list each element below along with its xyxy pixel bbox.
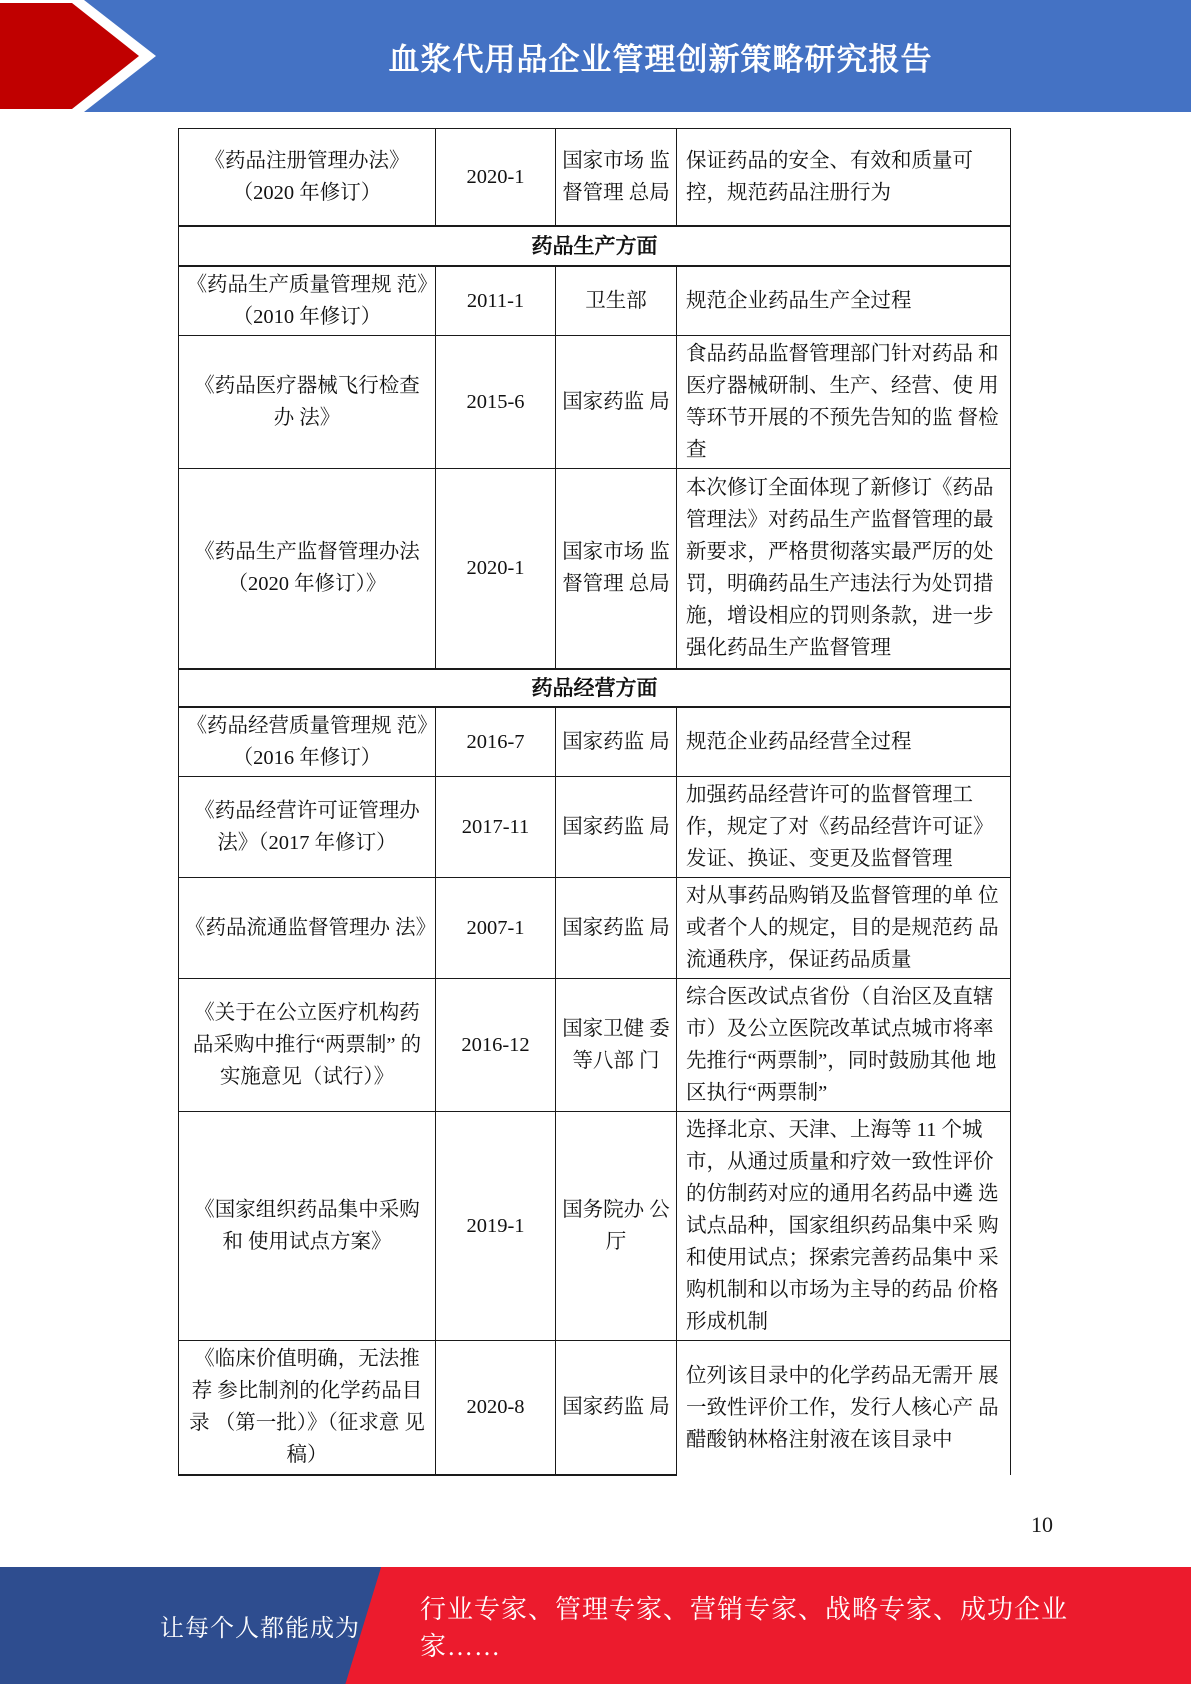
regulation-name-cell: 《药品生产质量管理规 范》（2010 年修订） [179,266,436,336]
table-row [179,129,1011,226]
issuing-agency-cell: 国家药监 局 [556,707,677,777]
description-cell: 综合医改试点省份（自治区及直辖 市）及公立医院改革试点城市将率 先推行“两票制”，同时鼓励其他 地区执行“两票制” [677,979,1011,1112]
issuing-agency-cell: 国家药监 局 [556,777,677,878]
issuing-agency-cell: 国务院办 公厅 [556,1112,677,1341]
issuing-agency-cell: 卫生部 [556,266,677,336]
regulation-name-cell: 《药品流通监督管理办 法》 [179,878,436,979]
issue-date-cell: 2017-11 [436,777,556,878]
issue-date-cell: 2020-1 [436,468,556,669]
regulation-table-body [179,129,1011,1475]
table-row [179,1341,1011,1475]
section-row [179,669,1011,707]
issue-date-cell: 2020-1 [436,129,556,226]
regulation-name-cell: 《关于在公立医疗机构药 品采购中推行“两票制” 的实施意见（试行）》 [179,979,436,1112]
section-row [179,226,1011,266]
footer-slogan-right: 行业专家、管理专家、营销专家、战略专家、成功企业家…… [420,1594,1069,1661]
table-row [179,335,1011,468]
description-cell: 食品药品监督管理部门针对药品 和医疗器械研制、生产、经营、使 用等环节开展的不预先告知的监 督检查 [677,335,1011,468]
section-label: 药品经营方面 [179,669,1011,707]
issuing-agency-cell: 国家药监 局 [556,335,677,468]
page-title: 血浆代用品企业管理创新策略研究报告 [388,41,933,77]
description-cell: 选择北京、天津、上海等 11 个城 市，从通过质量和疗效一致性评价 的仿制药对应的通用名药品中遴 选试点品种，国家组织药品集中采 购和使用试点；探索完善药品集中 采购机制和以市场为主导的药品 价格形成机制 [677,1112,1011,1341]
table-row [179,1112,1011,1341]
issue-date-cell: 2015-6 [436,335,556,468]
issue-date-cell: 2020-8 [436,1341,556,1475]
page-number: 10 [1031,1512,1053,1537]
regulation-name-cell: 《国家组织药品集中采购 和 使用试点方案》 [179,1112,436,1341]
issuing-agency-cell: 国家市场 监督管理 总局 [556,129,677,226]
issue-date-cell: 2019-1 [436,1112,556,1341]
issuing-agency-cell: 国家药监 局 [556,1341,677,1475]
description-cell: 本次修订全面体现了新修订《药品 管理法》对药品生产监督管理的最 新要求，严格贯彻落实最严厉的处 罚，明确药品生产违法行为处罚措 施，增设相应的罚则条款，进一步 强化药品生产监督管理 [677,468,1011,669]
description-cell: 规范企业药品经营全过程 [677,707,1011,777]
regulation-name-cell: 《药品注册管理办法》 （2020 年修订） [179,129,436,226]
issue-date-cell: 2016-7 [436,707,556,777]
issuing-agency-cell: 国家市场 监督管理 总局 [556,468,677,669]
table-row [179,878,1011,979]
issue-date-cell: 2016-12 [436,979,556,1112]
regulation-name-cell: 《药品医疗器械飞行检查 办 法》 [179,335,436,468]
description-cell: 对从事药品购销及监督管理的单 位或者个人的规定，目的是规范药 品流通秩序，保证药品质量 [677,878,1011,979]
table-row [179,468,1011,669]
regulation-name-cell: 《药品经营许可证管理办 法》（2017 年修订） [179,777,436,878]
issue-date-cell: 2011-1 [436,266,556,336]
regulation-name-cell: 《药品经营质量管理规 范》（2016 年修订） [179,707,436,777]
table-row [179,707,1011,777]
table-row [179,777,1011,878]
issuing-agency-cell: 国家药监 局 [556,878,677,979]
regulation-name-cell: 《临床价值明确，无法推 荐 参比制剂的化学药品目 录 （第一批）》（征求意 见 稿） [179,1341,436,1475]
footer-banner [0,1567,1191,1684]
description-cell: 保证药品的安全、有效和质量可 控，规范药品注册行为 [677,129,1011,226]
regulation-table [178,128,1011,1476]
table-row [179,266,1011,336]
issue-date-cell: 2007-1 [436,878,556,979]
report-header-banner [0,0,1191,112]
description-cell: 规范企业药品生产全过程 [677,266,1011,336]
table-row [179,979,1011,1112]
description-cell: 加强药品经营许可的监督管理工 作，规定了对《药品经营许可证》 发证、换证、变更及监督管理 [677,777,1011,878]
regulation-name-cell: 《药品生产监督管理办法 （2020 年修订）》 [179,468,436,669]
footer-slogan-left: 让每个人都能成为 [160,1616,360,1642]
issuing-agency-cell: 国家卫健 委等八部 门 [556,979,677,1112]
description-cell: 位列该目录中的化学药品无需开 展一致性评价工作，发行人核心产 品醋酸钠林格注射液在该目录中 [677,1341,1011,1475]
section-label: 药品生产方面 [179,226,1011,266]
